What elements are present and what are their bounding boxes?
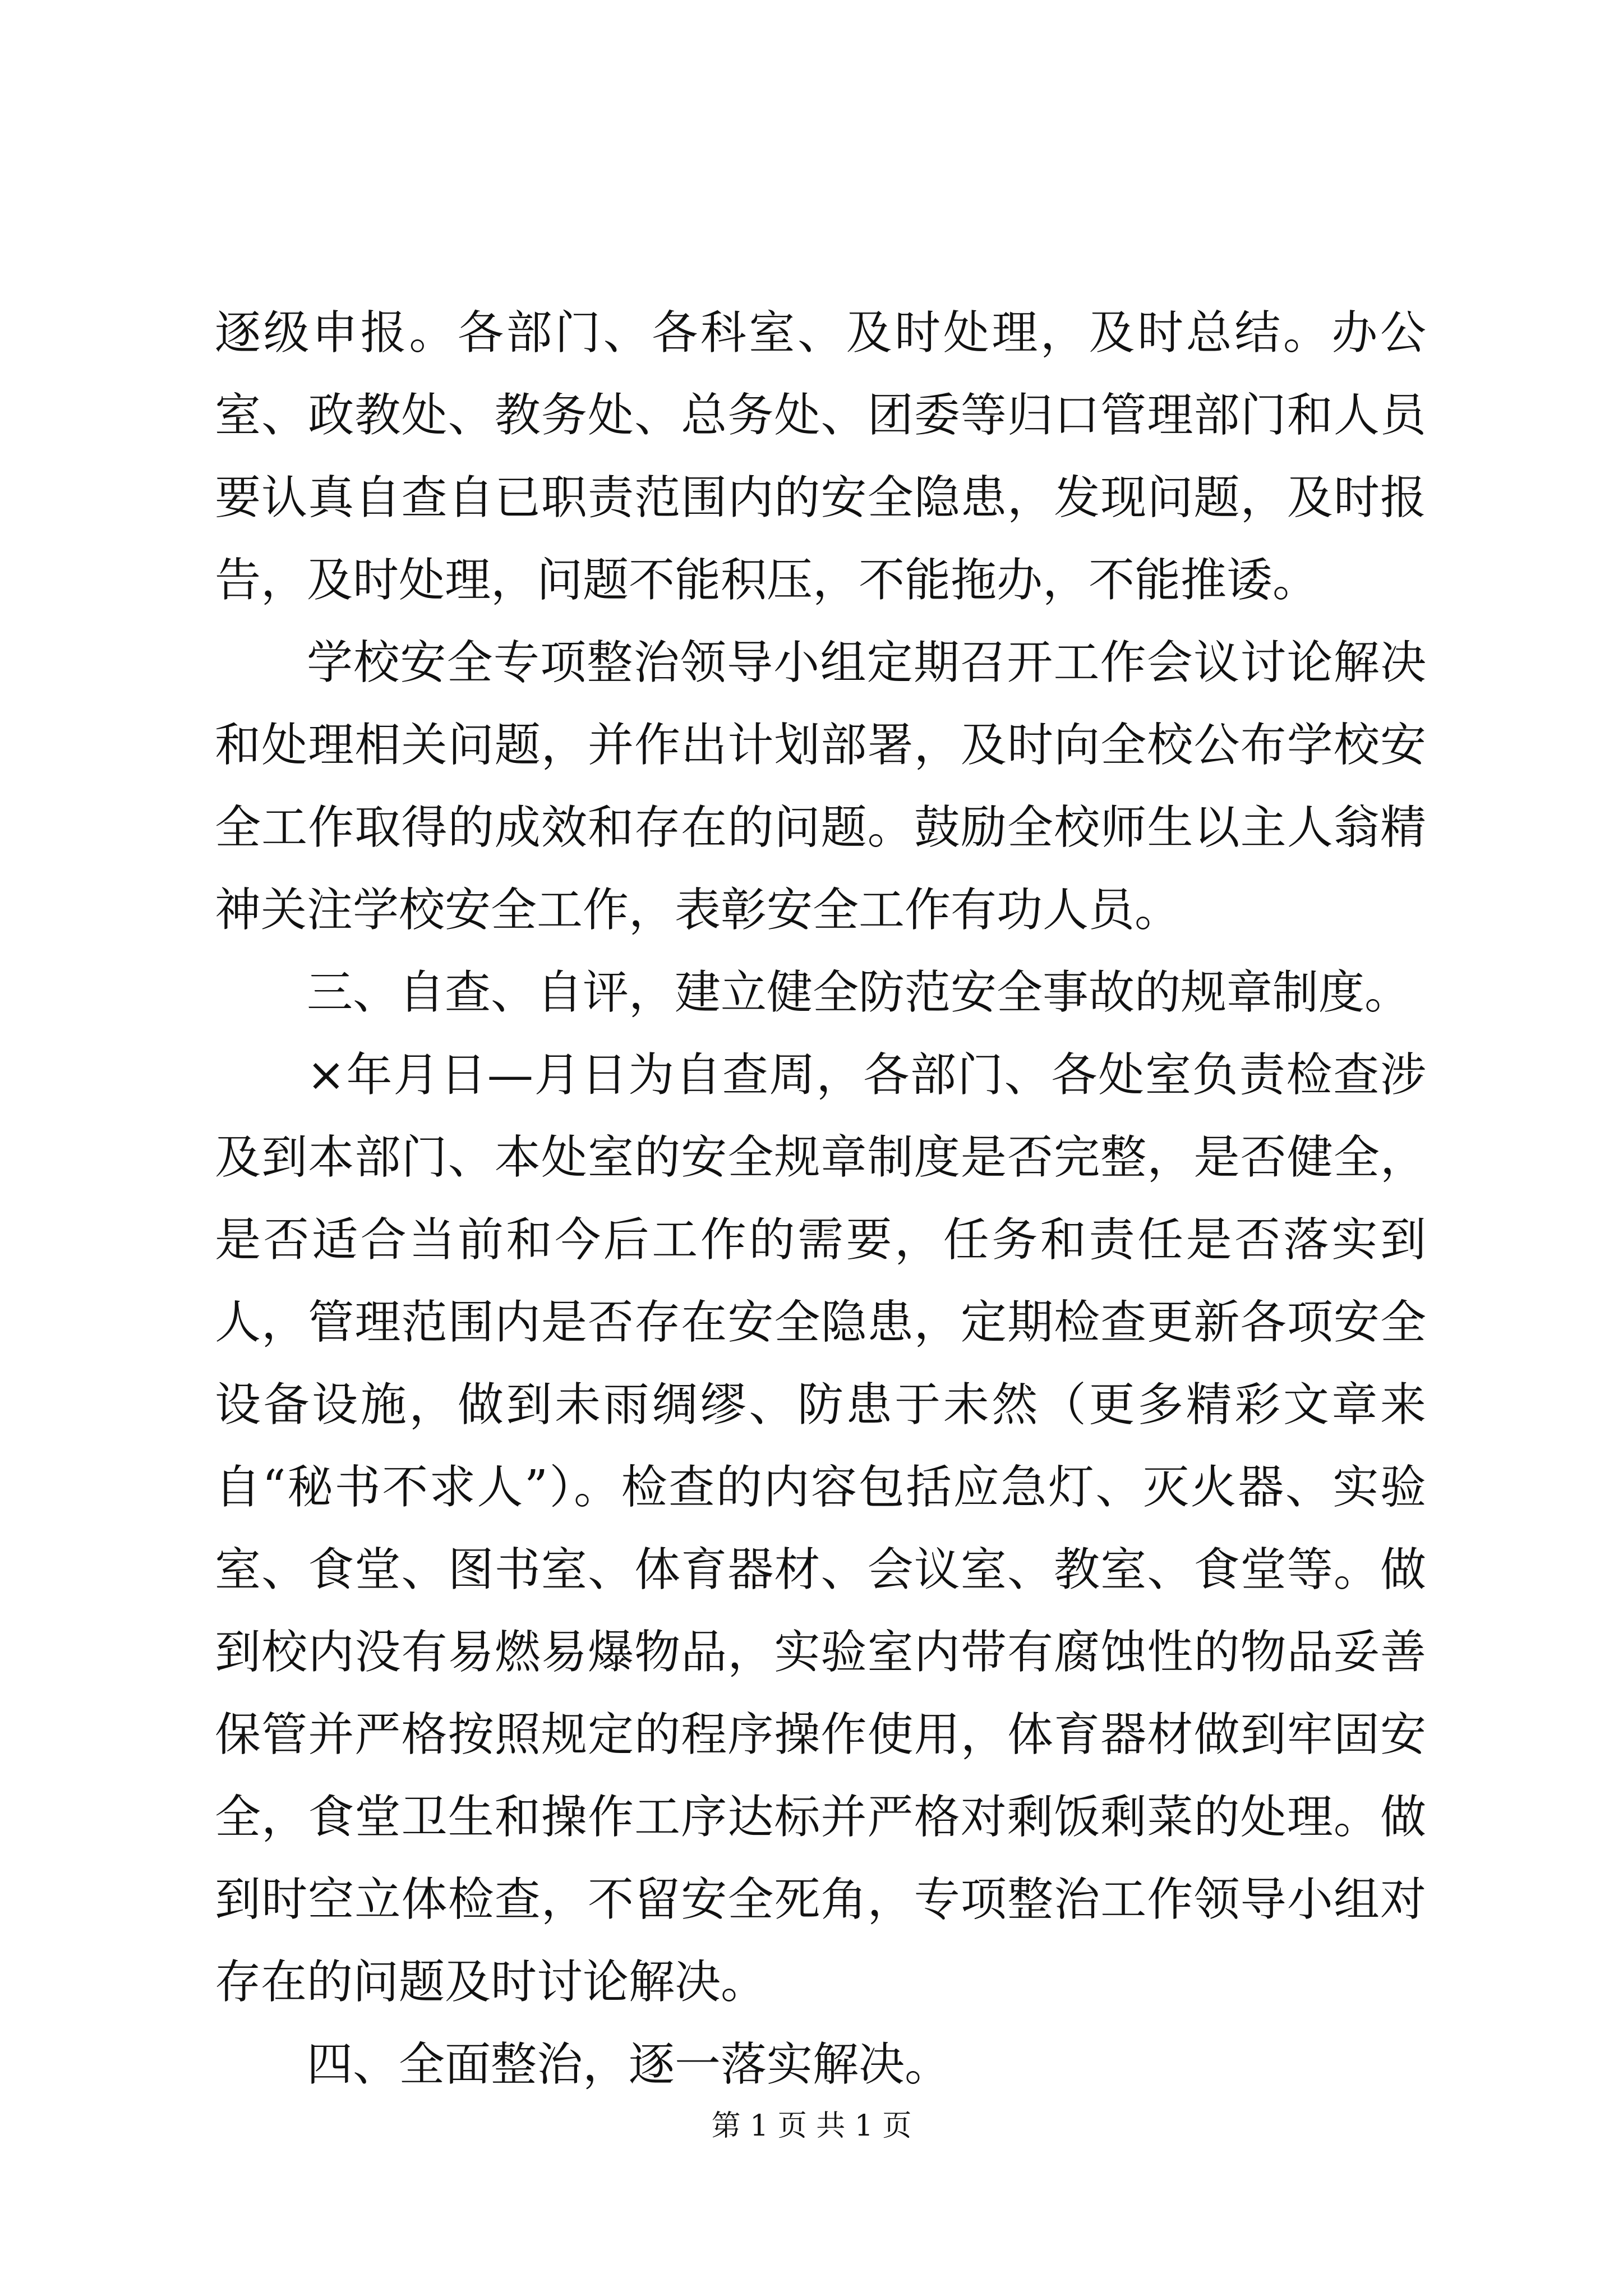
- section-heading-four: 四、全面整治，逐一落实解决。: [307, 2038, 951, 2091]
- section-heading-three: 三、自查、自评，建立健全防范安全事故的规章制度。: [307, 966, 1411, 1019]
- paragraph-continuation: 逐级申报。各部门、各科室、及时处理，及时总结。办公室、政教处、教务处、总务处、团委等归口管理部门和人员要认真自查自已职责范围内的安全隐患，发现问题，及时报告，及时处理，问题不能积压，不能拖办，不能推诿。: [215, 306, 1426, 607]
- document-body: [215, 292, 1426, 2106]
- page-footer: 第 1 页 共 1 页: [711, 2109, 912, 2143]
- paragraph-meeting: 学校安全专项整治领导小组定期召开工作会议讨论解决和处理相关问题，并作出计划部署，及时向全校公布学校安全工作取得的成效和存在的问题。鼓励全校师生以主人翁精神关注学校安全工作，表彰安全工作有功人员。: [215, 636, 1426, 937]
- paragraph-self-inspection: ×年月日—月日为自查周，各部门、各处室负责检查涉及到本部门、本处室的安全规章制度是否完整，是否健全，是否适合当前和今后工作的需要，任务和责任是否落实到人，管理范围内是否存在安全隐患，定期检查更新各项安全设备设施，做到未雨绸缪、防患于未然（更多精彩文章来自“秘书不求人”）。检查的内容包括应急灯、灭火器、实验室、食堂、图书室、体育器材、会议室、教室、食堂等。做到校内没有易燃易爆物品，实验室内带有腐蚀性的物品妥善保管并严格按照规定的程序操作使用，体育器材做到牢固安全，食堂卫生和操作工序达标并严格对剩饭剩菜的处理。做到时空立体检查，不留安全死角，专项整治工作领导小组对存在的问题及时讨论解决。: [215, 1048, 1426, 2009]
